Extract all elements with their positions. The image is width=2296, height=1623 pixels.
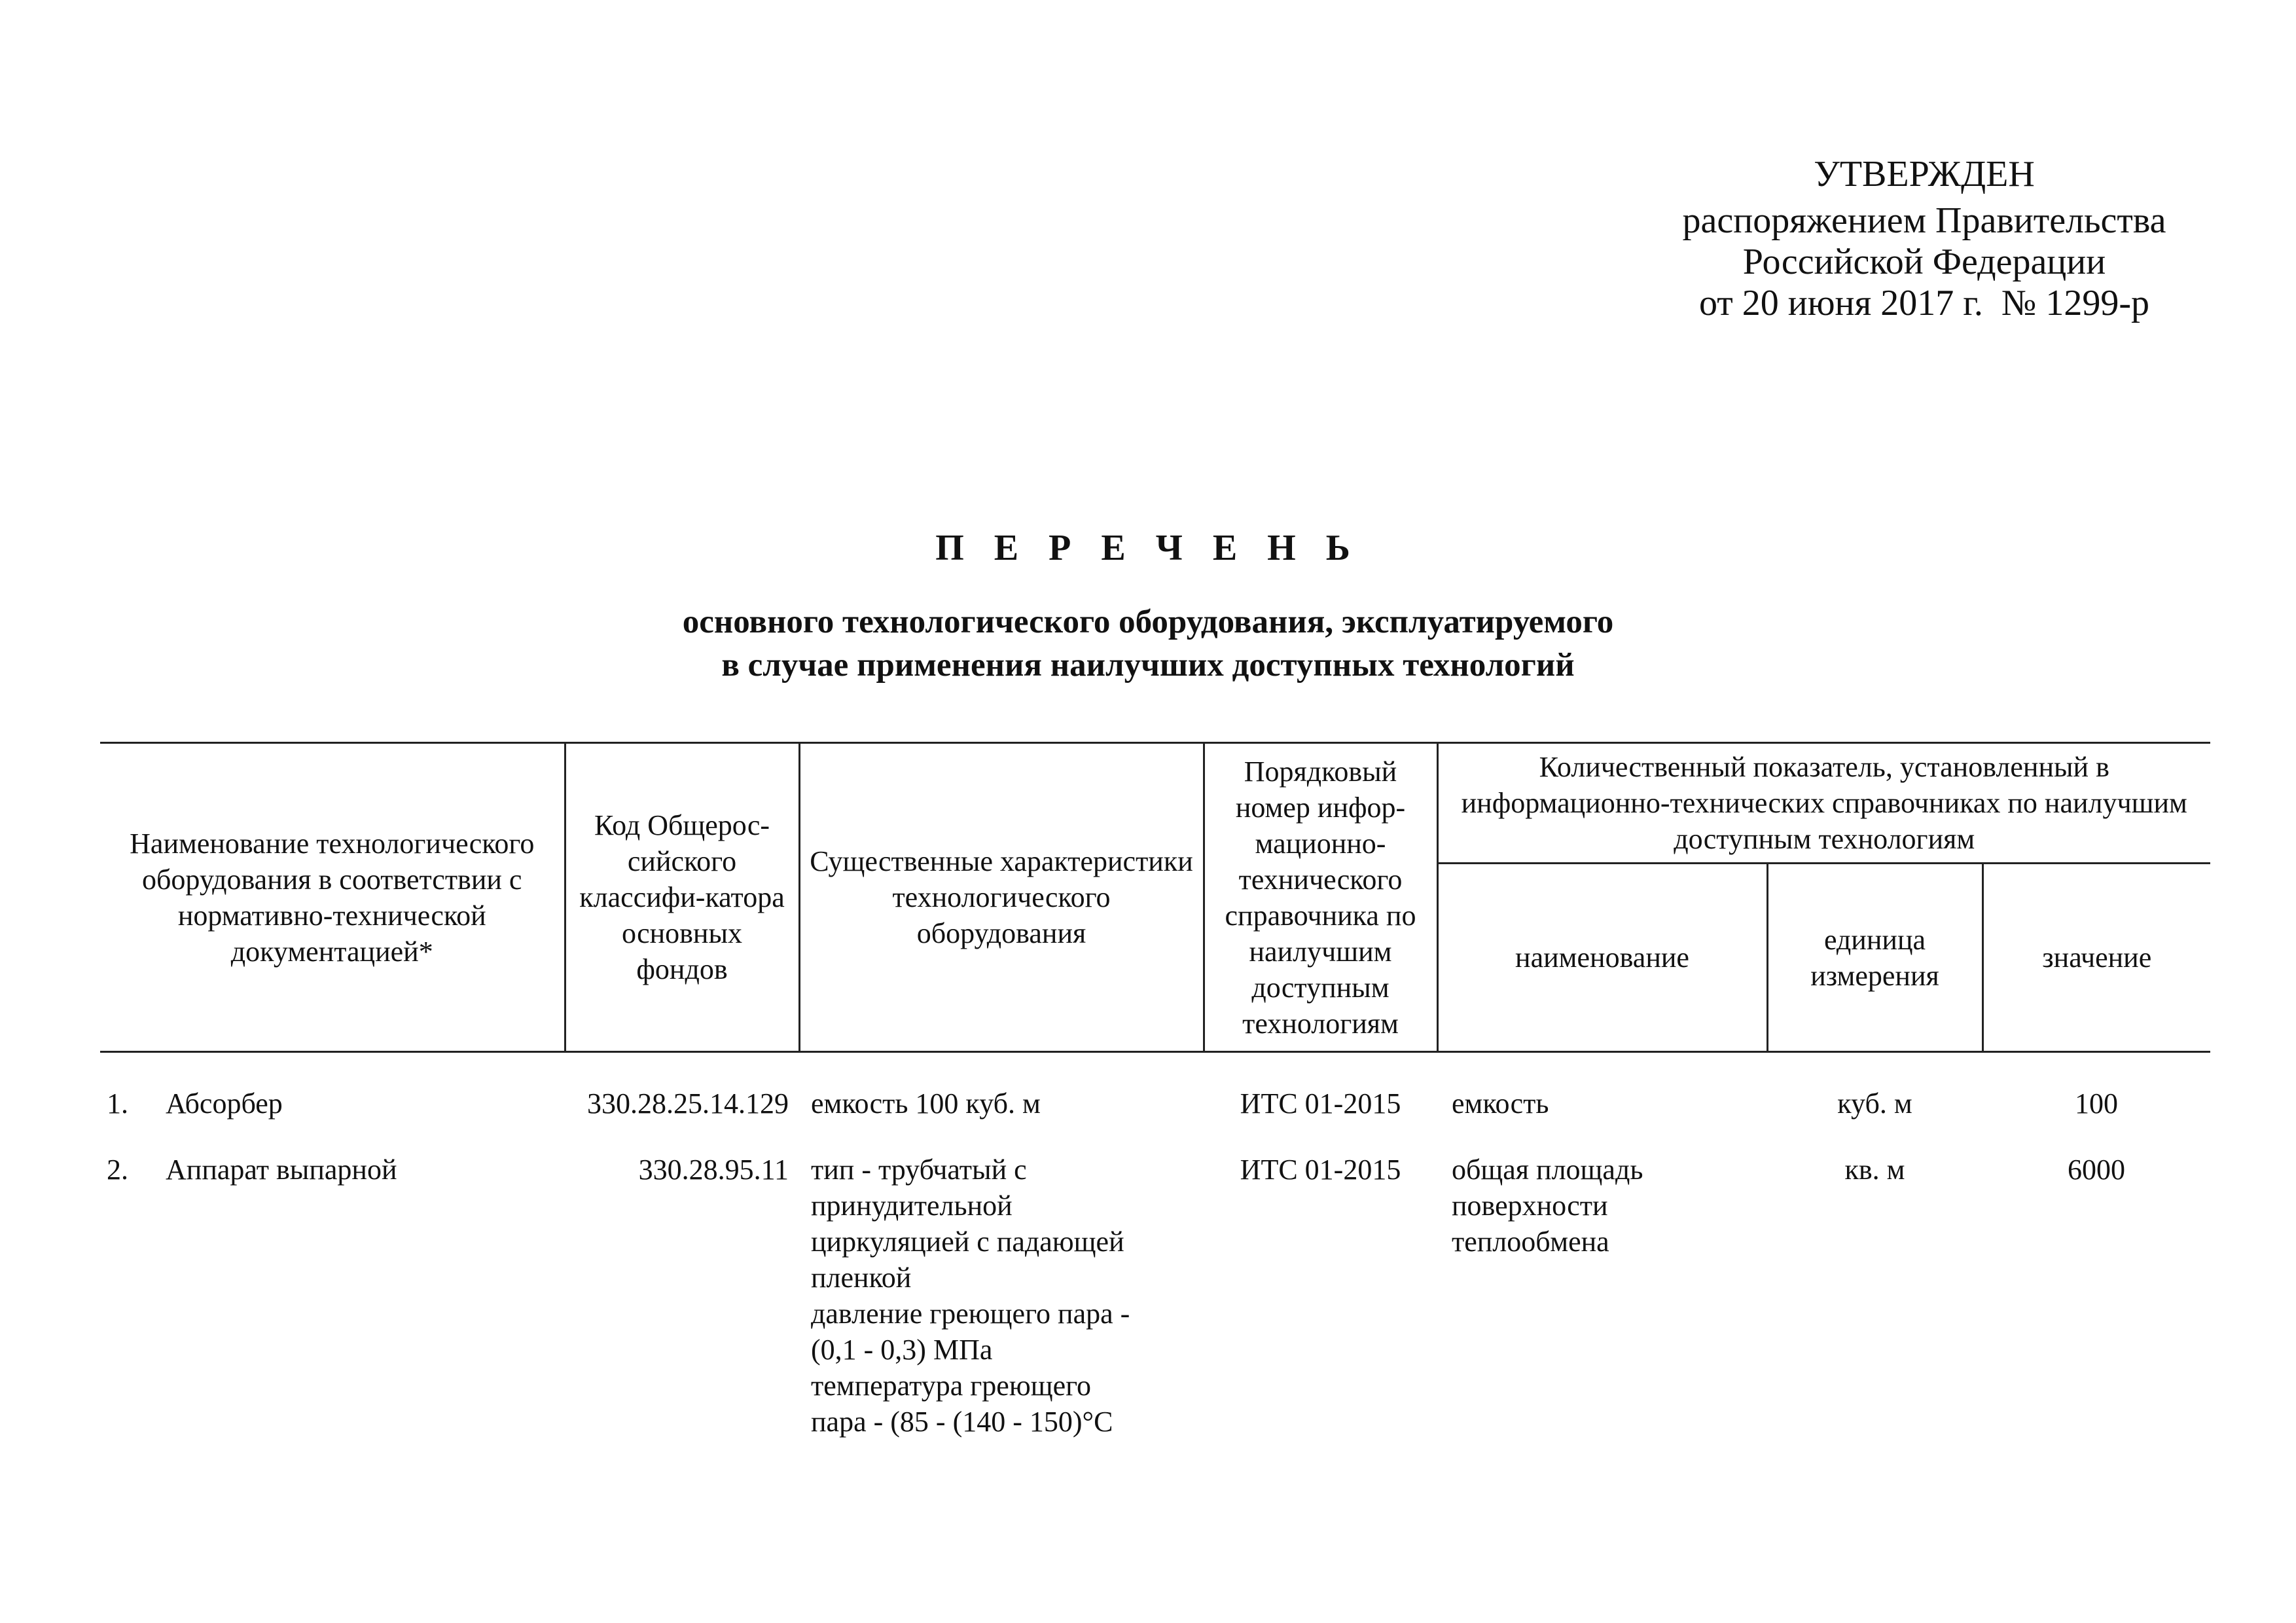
row-characteristics bbox=[799, 1052, 1204, 1122]
characteristic-line: тип - трубчатый с bbox=[811, 1154, 1027, 1186]
row-okof-code: 330.28.95.11 bbox=[638, 1154, 789, 1186]
document-title: П Е Р Е Ч Е Н Ь bbox=[935, 528, 1361, 568]
row-indicator-value: 100 bbox=[2075, 1087, 2119, 1120]
header-its-number: Порядковый номер инфор-мационно-технического справочника по наилучшим доступным технологиям bbox=[1204, 743, 1437, 1052]
row-okof-code: 330.28.25.14.129 bbox=[587, 1087, 789, 1120]
row-number-name-cell bbox=[100, 1052, 565, 1122]
table-row bbox=[100, 1052, 2210, 1122]
approval-line-1: распоряжением Правительства bbox=[1682, 200, 2166, 241]
row-number: 2. bbox=[107, 1154, 128, 1186]
approval-line-3 bbox=[1636, 283, 2212, 324]
document-subtitle-line-2: в случае применения наилучших доступных технологий bbox=[721, 647, 1575, 684]
row-equipment-name: Абсорбер bbox=[166, 1087, 283, 1120]
indicator-name-line: общая площадь bbox=[1452, 1154, 1643, 1186]
row-characteristics bbox=[799, 1122, 1204, 1440]
characteristic-line: (0,1 - 0,3) МПа bbox=[811, 1334, 993, 1366]
equipment-table bbox=[100, 742, 2210, 1440]
document-subtitle-line-1: основного технологического оборудования, эксплуатируемого bbox=[682, 604, 1614, 640]
header-indicator-name: наименование bbox=[1437, 864, 1767, 1052]
header-indicator-unit: единица измерения bbox=[1767, 864, 1982, 1052]
header-characteristics: Существенные характеристики технологического оборудования bbox=[799, 743, 1204, 1052]
row-its-number: ИТС 01-2015 bbox=[1240, 1087, 1401, 1120]
approval-number: № 1299-р bbox=[2001, 283, 2149, 323]
characteristic-line: циркуляцией с падающей bbox=[811, 1226, 1124, 1258]
row-indicator-name bbox=[1437, 1052, 1767, 1122]
header-indicator-value: значение bbox=[1982, 864, 2210, 1052]
row-equipment-name: Аппарат выпарной bbox=[166, 1154, 397, 1186]
row-indicator-value: 6000 bbox=[2068, 1154, 2126, 1186]
characteristic-line: давление греющего пара - bbox=[811, 1298, 1130, 1330]
approval-date: от 20 июня 2017 г. bbox=[1699, 283, 1983, 323]
header-okof-code: Код Общерос-сийского классифи-катора основных фондов bbox=[565, 743, 799, 1052]
table-body bbox=[100, 1052, 2210, 1440]
characteristic-line: пленкой bbox=[811, 1262, 912, 1294]
table-header bbox=[100, 743, 2210, 1052]
row-indicator-unit: куб. м bbox=[1837, 1087, 1912, 1120]
characteristic-line: принудительной bbox=[811, 1190, 1013, 1222]
indicator-name-line: емкость bbox=[1452, 1087, 1549, 1120]
characteristic-line: емкость 100 куб. м bbox=[811, 1087, 1041, 1120]
header-equipment-name: Наименование технологического оборудования в соответствии с нормативно-технической документацией* bbox=[100, 743, 565, 1052]
indicator-name-line: поверхности bbox=[1452, 1190, 1608, 1222]
row-indicator-unit: кв. м bbox=[1844, 1154, 1905, 1186]
approval-title: УТВЕРЖДЕН bbox=[1814, 154, 2035, 194]
row-number-name-cell bbox=[100, 1122, 565, 1440]
row-indicator-name bbox=[1437, 1122, 1767, 1440]
header-indicator-group: Количественный показатель, установленный в информационно-технических справочниках по наилучшим доступным технологиям bbox=[1437, 743, 2210, 864]
approval-line-2: Российской Федерации bbox=[1742, 242, 2106, 282]
document-title-block bbox=[0, 527, 2296, 687]
characteristic-line: температура греющего bbox=[811, 1370, 1092, 1402]
table-row bbox=[100, 1122, 2210, 1440]
approval-stamp bbox=[1636, 154, 2212, 324]
characteristic-line: пара - (85 - (140 - 150)°С bbox=[811, 1406, 1113, 1438]
row-its-number: ИТС 01-2015 bbox=[1240, 1154, 1401, 1186]
indicator-name-line: теплообмена bbox=[1452, 1226, 1609, 1258]
row-number: 1. bbox=[107, 1087, 128, 1120]
